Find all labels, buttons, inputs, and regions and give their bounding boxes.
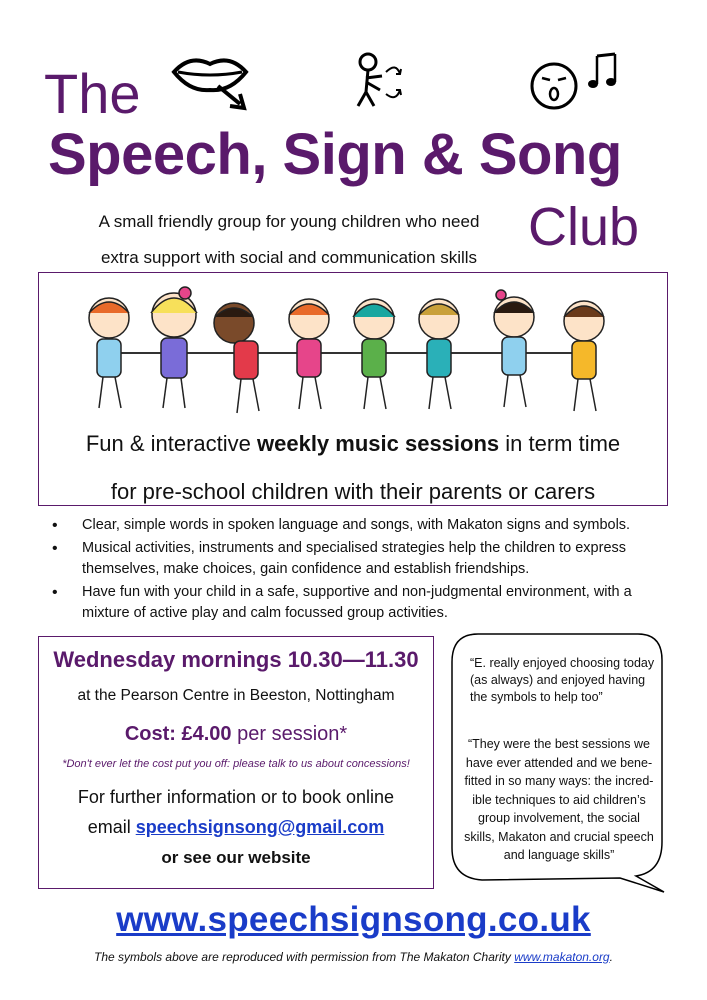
testimonial-2: “They were the best sessions we have ever attended and we bene-fitted in so many ways: the incred-ible techniques to aid children’s group involvement, the social skills, Makaton and crucial speech and language skills” [464,737,654,862]
hero-box [38,272,668,506]
hero-line-2: for pre-school children with their parents or carers [110,479,596,504]
subtitle-line-1: A small friendly group for young children who need [98,212,480,231]
email-label: email [87,817,136,837]
credit-line [0,950,707,964]
title-club: Club [528,197,640,257]
hero-line-1-bold: weekly music sessions [257,431,500,456]
feature-list [48,515,668,626]
cost-unit: per session* [231,723,348,745]
session-location: at the Pearson Centre in Beeston, Nottingham [77,687,395,704]
list-item: • Have fun with your child in a safe, supportive and non-judgmental environment, with a mixture of active play and calm focussed group activities. [48,582,668,624]
website-note: or see our website [161,848,311,867]
lips-symbol-icon [170,52,250,112]
booking-info [39,782,433,842]
hero-line-1-post: in term time [499,431,621,456]
session-cost [39,723,433,746]
subtitle-line-2: extra support with social and communication skills [100,248,478,267]
credit-end: . [609,950,613,964]
list-item: • Clear, simple words in spoken language and songs, with Makaton signs and symbols. [48,515,668,536]
signing-person-icon [352,52,408,112]
children-holding-hands-illustration [69,283,639,423]
concession-note: *Don't ever let the cost put you off: please talk to us about concessions! [62,758,410,770]
booking-text: For further information or to book online [77,787,395,807]
credit-text: The symbols above are reproduced with permission from The Makaton Charity [94,950,515,964]
session-day: Wednesday mornings 10.30—11.30 [53,647,419,672]
hero-line-1 [39,431,667,457]
singing-face-icon [528,60,580,112]
session-info-box [38,636,434,889]
subtitle [54,204,524,276]
title-the: The [44,62,141,125]
music-notes-icon [586,52,620,92]
cost-amount: Cost: £4.00 [124,723,232,745]
email-line [39,812,433,842]
hero-line-1-pre: Fun & interactive [85,431,257,456]
email-link[interactable]: speechsignsong@gmail.com [135,817,385,837]
list-item: • Musical activities, instruments and specialised strategies help the children to express themselves, make choices, gain confidence and establish friendships. [48,538,668,580]
makaton-link[interactable]: www.makaton.org [514,950,610,964]
website-link[interactable]: www.speechsignsong.co.uk [116,900,591,939]
testimonial-1: “E. really enjoyed choosing today (as always) and enjoyed having the symbols to help too” [470,656,655,704]
page-title: Speech, Sign & Song [48,122,622,187]
